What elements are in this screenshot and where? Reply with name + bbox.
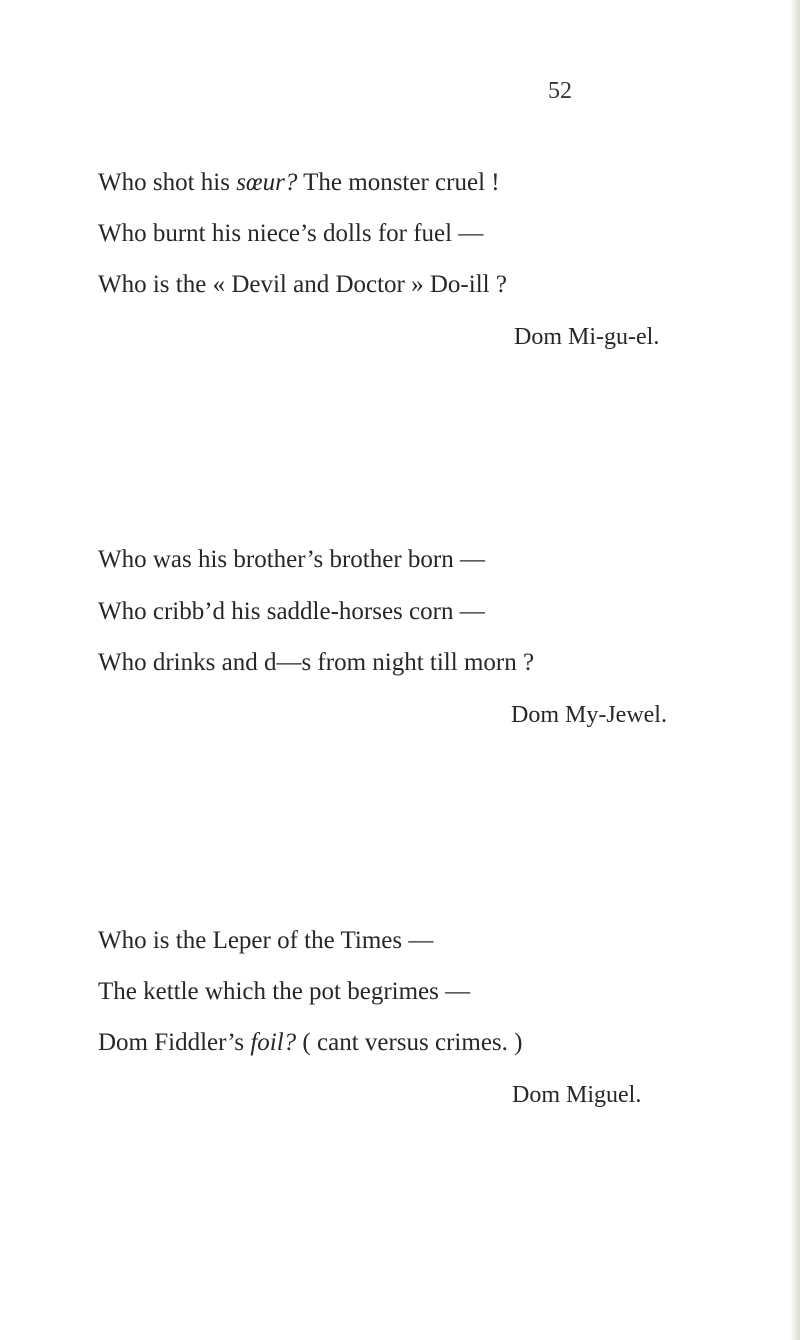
italic-segment: foil? (250, 1029, 297, 1056)
stanza-1-line-1 (98, 168, 500, 198)
text-segment: ( cant versus crimes. ) (296, 1029, 523, 1056)
page-number: 52 (548, 78, 572, 104)
text-segment: Who burnt his niece’s dolls for fuel — (98, 220, 484, 247)
text-segment: Who drinks and d—s from night till morn ? (98, 649, 535, 676)
stanza-3-line-1 (98, 926, 433, 956)
page-edge-shadow (790, 0, 800, 1340)
stanza-1-line-3 (98, 270, 507, 300)
text-segment: The monster cruel ! (297, 169, 500, 196)
stanza-3-line-3 (98, 1028, 522, 1058)
stanza-3-signature: Dom Miguel. (512, 1082, 642, 1108)
stanza-2-signature: Dom My-Jewel. (511, 702, 667, 728)
italic-segment: sœur? (236, 169, 298, 196)
stanza-2-line-2 (98, 597, 485, 627)
text-segment: Who was his brother’s brother born — (98, 546, 485, 573)
text-segment: Dom Fiddler’s (98, 1029, 251, 1056)
text-segment: Who is the « Devil and Doctor » Do-ill ? (98, 271, 507, 298)
stanza-1-line-2 (98, 219, 483, 249)
stanza-2-line-3 (98, 648, 534, 678)
stanza-1-signature: Dom Mi-gu-el. (514, 324, 660, 350)
text-segment: Who cribb’d his saddle-horses corn — (98, 598, 485, 625)
text-segment: The kettle which the pot begrimes — (98, 978, 471, 1005)
stanza-2-line-1 (98, 545, 485, 575)
text-segment: Who shot his (98, 169, 237, 196)
stanza-3-line-2 (98, 977, 470, 1007)
text-segment: Who is the Leper of the Times — (98, 927, 434, 954)
